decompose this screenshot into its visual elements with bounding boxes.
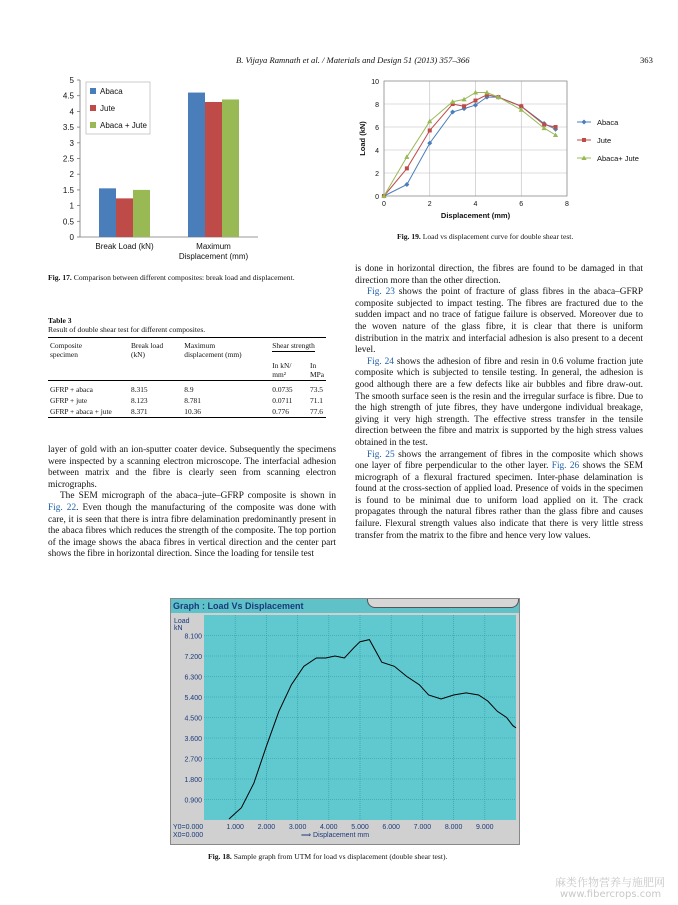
x-tick-label: 8.000 [444, 824, 463, 831]
fig24-link[interactable]: Fig. 24 [367, 356, 394, 367]
fig22-link[interactable]: Fig. 22 [48, 502, 77, 513]
y-tick-label: 0 [375, 194, 379, 201]
fig18-utm-window [170, 598, 520, 845]
y-tick-label: 6 [375, 125, 379, 132]
x-axis-title: Displacement (mm) [440, 211, 511, 220]
data-point [462, 104, 466, 108]
x-tick-label: 4.000 [320, 824, 338, 831]
y-tick-label: 4 [69, 107, 74, 117]
bar [99, 188, 116, 237]
bar [133, 190, 150, 237]
right-paragraph-2: Fig. 24 shows the adhesion of fibre and resin in 0.6 volume fraction jute composite which is subjected to tensile testing. In general, the adhesion is good although there are a few defects like air bubbles and fibre draw-out. The smooth surface seen is the resin and the irregular surface is fibre. Due to the high strength of jute fibres, they have undergone individual breakage, giving it very high strength. The effective stress transfer in the tensile direction between the fibre and matrix is supported by the high stress values obtained in the test. [355, 356, 643, 448]
data-point [474, 99, 478, 103]
y-tick-label: 1.800 [184, 777, 202, 784]
x-tick-label: 2 [427, 201, 432, 208]
data-point [582, 138, 586, 142]
watermark-text-2: www.fibercrops.com [560, 889, 662, 900]
fig23-link[interactable]: Fig. 23 [367, 287, 395, 298]
bar [222, 99, 239, 237]
fig17-bar-chart [48, 72, 338, 267]
x-tick-label: 9.000 [476, 824, 494, 831]
table3-label: Table 3 [48, 316, 72, 325]
x-tick-label: 4 [473, 201, 478, 208]
legend-label: Jute [100, 104, 116, 113]
y-tick-label: 10 [371, 79, 379, 86]
legend-label: Jute [597, 136, 612, 145]
y-unit-kn: kN [174, 625, 183, 632]
y-tick-label: 4.500 [184, 715, 202, 723]
y-unit-label: Load [174, 618, 190, 625]
x-tick-label: 5.000 [351, 824, 369, 831]
y-tick-label: 2.700 [184, 756, 202, 764]
fig19-caption-label: Fig. 19. [397, 232, 421, 241]
fig26-link[interactable]: Fig. 26 [551, 461, 580, 472]
right-paragraph-1: Fig. 23 shows the point of fracture of glass fibres in the abaca–GFRP composite subjected to impact testing. The fibres are fractured due to the sudden impact and no trace of fatigue failure is observed. Moreover due to the woven nature of the glass fibre, it is clear that there is uniform distribution in the matrix and interfacial adhesion is also present to a decent level. [355, 287, 643, 356]
fig17-caption [48, 273, 348, 282]
table-row: GFRP + abaca 8.315 8.9 0.0735 73.5 [50, 385, 323, 394]
right-paragraph-3: Fig. 25 shows the arrangement of fibres in the composite which shows one layer of fibre perpendicular to the other layer. Fig. 26 shows the SEM micrograph of a flexural fractured specimen. Inter-phase delamination is found at the cross-section of applied load. Presence of voids in the specimen is found to be minimal due to uniform load applied on it. The crack propagates through the natural fibres rather than the glass fibre and causes failure. Flexural strength values also indicate that there is very little stress transfer from the matrix to the fibre and hence very low values. [355, 449, 643, 541]
fig17-caption-text: Comparison between different composites: break load and displacement. [73, 273, 295, 282]
y-tick-label: 6.300 [184, 674, 202, 682]
legend-swatch [90, 105, 96, 111]
fig19-caption-text: Load vs displacement curve for double shear test. [422, 232, 574, 241]
y-tick-label: 0 [69, 233, 74, 242]
legend-swatch [90, 122, 96, 128]
x-tick-label: 7.000 [413, 824, 432, 831]
data-point [405, 166, 409, 170]
y-tick-label: 7.200 [184, 654, 202, 661]
y-axis-title: Load (kN) [358, 121, 367, 156]
fig25-link[interactable]: Fig. 25 [367, 449, 395, 460]
y-tick-label: 8.100 [184, 633, 202, 641]
y-tick-label: 3 [69, 138, 74, 148]
legend-label: Abaca [597, 118, 619, 127]
x0-readout: X0=0.000 [173, 832, 204, 839]
y-tick-label: 4.5 [62, 91, 74, 101]
utm-title-bar [171, 599, 519, 613]
x-tick-label: 8 [565, 201, 569, 208]
table-row: GFRP + jute 8.123 8.781 0.0711 71.1 [50, 396, 323, 405]
legend [86, 82, 150, 134]
legend-swatch [90, 88, 96, 94]
table3: Composite specimen Break load (kN) Maximum displacement (mm) Shear strength In kN/ mm² In MPa GFRP + abaca 8.315 8.9 0.0735 73.5 GFRP + jute 8.123 8.781 0.0711 71.1 GFRP + abaca + jute 8.371 10.36 0.776 77.6 [48, 337, 326, 418]
y-tick-label: 0.5 [62, 217, 74, 227]
data-point [404, 182, 409, 187]
x-axis-title: ⟹ Displacement mm [301, 832, 370, 839]
left-paragraph-1: layer of gold with an ion-sputter coater device. Subsequently the specimens were inspected by a scanning electron microscope. The interfacial adhesion between matrix and the fibre is clearly seen from scanning electron micrographs. [48, 445, 336, 490]
x-tick-label: 6 [519, 201, 524, 208]
fig18-caption [208, 852, 528, 861]
y-tick-label: 4 [375, 148, 379, 155]
x-tick-label: 0 [382, 201, 386, 208]
x-tick-label: 3.000 [288, 824, 307, 831]
y-tick-label: 1 [69, 201, 74, 211]
utm-plot-area [171, 613, 519, 843]
x-tick-label: 1.000 [226, 824, 244, 831]
data-point [582, 120, 587, 125]
series-line [384, 97, 556, 196]
legend-label: Abaca+ Jute [597, 154, 639, 163]
left-column-text [48, 445, 336, 561]
left-paragraph-2: The SEM micrograph of the abaca–jute–GFRP composite is shown in Fig. 22. Even though the manufacturing of the composite was done with care, it is seen that there is intra fibre delamination predominantly present in the abaca fibres which reduces the strength of the composite. The top portion of the image shows the abaca fibres in vertical direction and the center part shows the fibre in horizontal direction. Since the loading for tensile test [48, 491, 336, 560]
x-category-label: Maximum [196, 242, 231, 251]
series-line [384, 95, 556, 196]
y-tick-label: 2 [375, 171, 379, 178]
utm-window-title: Graph : Load Vs Displacement [173, 601, 304, 611]
y-tick-label: 0.900 [184, 797, 202, 805]
data-point [461, 97, 466, 102]
y-tick-label: 3.600 [184, 736, 202, 743]
y-tick-label: 2 [69, 170, 74, 180]
fig18-caption-text: Sample graph from UTM for load vs displacement (double shear test). [233, 852, 448, 861]
right-column-text [355, 264, 643, 542]
data-point [428, 128, 432, 132]
x-category-label: Break Load (kN) [95, 242, 154, 251]
y-tick-label: 5.400 [184, 695, 202, 702]
data-point [553, 132, 558, 137]
y0-readout: Y0=0.000 [173, 824, 204, 831]
bar [116, 198, 133, 237]
fig17-caption-label: Fig. 17. [48, 273, 72, 282]
legend-label: Abaca + Jute [100, 121, 147, 130]
watermark-text-1: 麻类作物营养与施肥网 [555, 876, 665, 889]
y-tick-label: 5 [69, 76, 74, 85]
y-tick-label: 2.5 [62, 154, 74, 164]
y-tick-label: 3.5 [62, 123, 74, 133]
utm-title-widget[interactable] [367, 599, 519, 608]
x-tick-label: 6.000 [382, 824, 400, 831]
x-tick-label: 2.000 [257, 824, 276, 831]
bar [188, 93, 205, 237]
legend-label: Abaca [100, 87, 123, 96]
journal-header: B. Vijaya Ramnath et al. / Materials and Design 51 (2013) 357–366 [236, 55, 470, 65]
fig19-line-chart [355, 72, 655, 227]
series [382, 95, 559, 199]
bar [205, 102, 222, 237]
fig19-caption [397, 232, 657, 241]
series-line [384, 93, 556, 197]
x-category-label: Displacement (mm) [178, 252, 249, 261]
y-tick-label: 8 [375, 102, 379, 109]
page-number: 363 [640, 55, 653, 65]
right-paragraph-0: is done in horizontal direction, the fibres are found to be damaged in that direction more than the other direction. [355, 264, 643, 286]
table-row: GFRP + abaca + jute 8.371 10.36 0.776 77.6 [48, 406, 326, 418]
data-point [554, 125, 558, 129]
table3-title: Result of double shear test for different composites. [48, 325, 206, 334]
fig18-caption-label: Fig. 18. [208, 852, 232, 861]
y-tick-label: 1.5 [62, 185, 74, 195]
